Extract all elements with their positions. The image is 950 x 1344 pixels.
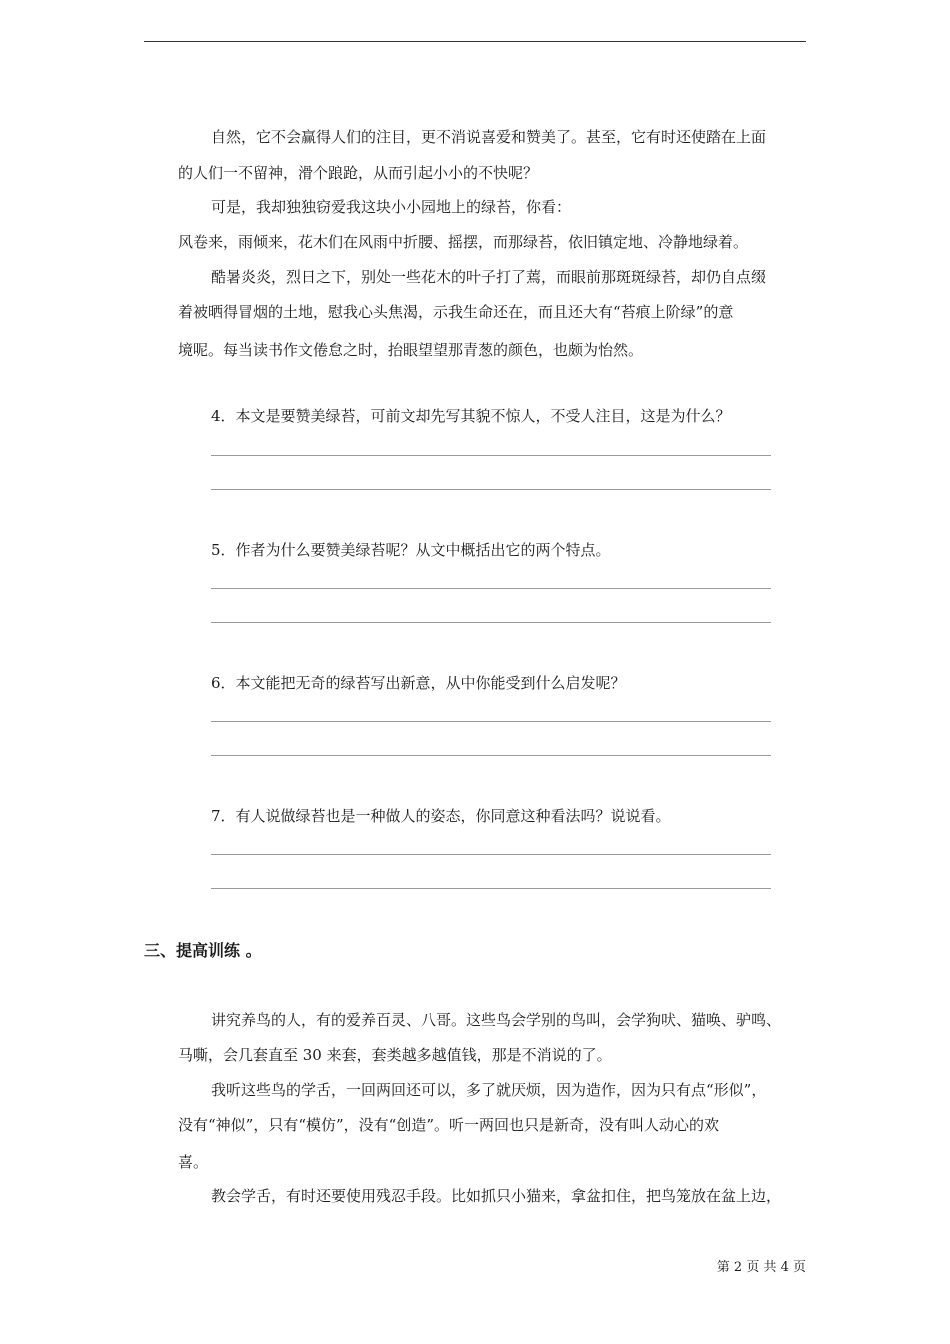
passage-line: 酷暑炎炎，烈日之下，别处一些花木的叶子打了蔫，而眼前那斑斑绿苔，却仍自点缀 [211,268,767,286]
passage-line: 没有“神似”，只有“模仿”，没有“创造”。听一两回也只是新奇，没有叫人动心的欢 [178,1116,720,1134]
answer-line[interactable] [211,721,771,722]
answer-line[interactable] [211,455,771,456]
answer-line[interactable] [211,588,771,589]
passage-line: 自然，它不会赢得人们的注目，更不消说喜爱和赞美了。甚至，它有时还使踏在上面 [211,128,767,146]
passage-line: 的人们一不留神，滑个踉跄，从而引起小小的不快呢？ [178,164,539,182]
passage-line: 马嘶，会几套直至 30 来套，套类越多越值钱，那是不消说的了。 [178,1046,612,1064]
answer-line[interactable] [211,888,771,889]
answer-line[interactable] [211,489,771,490]
section-heading: 三、提高训练 。 [144,941,262,960]
answer-line[interactable] [211,755,771,756]
passage-line: 可是，我却独独窃爱我这块小小园地上的绿苔，你看： [211,198,572,216]
passage-line: 喜。 [178,1153,209,1171]
answer-line[interactable] [211,622,771,623]
question-text: 7．有人说做绿苔也是一种做人的姿态，你同意这种看法吗？说说看。 [211,807,671,825]
passage-line: 教会学舌，有时还要使用残忍手段。比如抓只小猫来，拿盆扣住，把鸟笼放在盆上边， [211,1187,782,1205]
page-number: 第 2 页 共 4 页 [716,1260,806,1275]
passage-line: 境呢。每当读书作文倦怠之时，抬眼望望那青葱的颜色，也颇为怡然。 [178,341,644,359]
header-rule [144,41,806,42]
passage-line: 我听这些鸟的学舌，一回两回还可以，多了就厌烦，因为造作，因为只有点“形似”， [211,1081,767,1099]
passage-line: 着被晒得冒烟的土地，慰我心头焦渴，示我生命还在，而且还大有“苔痕上阶绿”的意 [178,303,734,321]
answer-line[interactable] [211,854,771,855]
passage-line: 风卷来，雨倾来，花木们在风雨中折腰、摇摆，而那绿苔，依旧镇定地、冷静地绿着。 [178,233,749,251]
question-text: 6．本文能把无奇的绿苔写出新意，从中你能受到什么启发呢？ [211,674,626,692]
question-text: 5．作者为什么要赞美绿苔呢？从文中概括出它的两个特点。 [211,541,611,559]
question-text: 4．本文是要赞美绿苔，可前文却先写其貌不惊人，不受人注目，这是为什么？ [211,407,731,425]
passage-line: 讲究养鸟的人，有的爱养百灵、八哥。这些鸟会学别的鸟叫，会学狗吠、猫唤、驴鸣、 [211,1011,782,1029]
